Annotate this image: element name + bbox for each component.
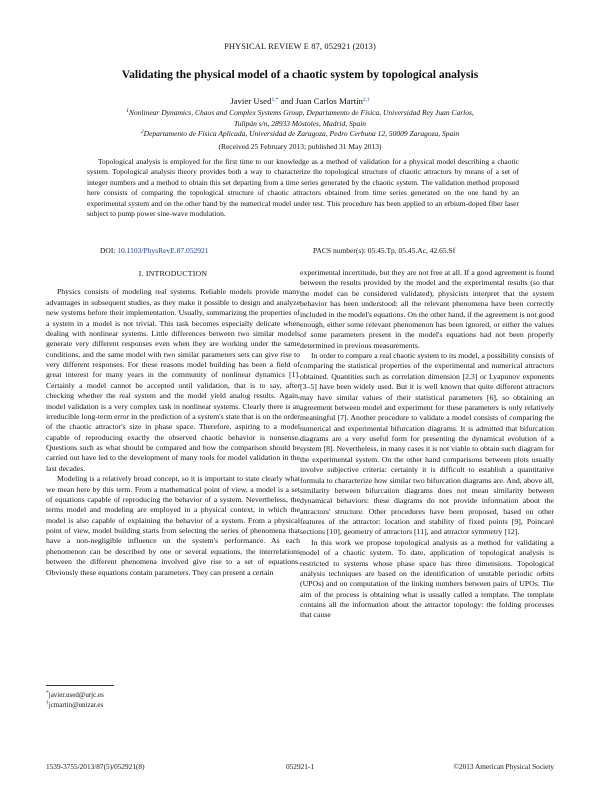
left-column	[46, 269, 300, 578]
affiliation-1-line2: Tulipán s/n, 28933 Móstoles, Madrid, Spain	[233, 118, 367, 128]
journal-header: PHYSICAL REVIEW E 87, 052921 (2013)	[224, 42, 376, 51]
footnote-1-mark: *	[46, 690, 49, 696]
affiliation-2	[40, 129, 560, 140]
author-martin: Juan Carlos Martín	[295, 96, 363, 106]
section-heading-introduction: I. INTRODUCTION	[138, 269, 208, 278]
affiliation-1-mark: 1	[126, 108, 129, 114]
author-used-marks[interactable]: 1,*	[271, 97, 279, 103]
intro-paragraph-2: Modeling is a relatively broad concept, so it is important to state clearly what we mean here by this term. From a mathematical point of view, a model is a set of equations capable of reproducing the behavior of a system. Nevertheless, the terms model and modeling are employed in a physical context, in which the model is also capable of explaining the behavior of a system. From a physical point of view, model building starts from selecting the series of phenomena that have a non-negligible influence on the system's performance. As each phenomenon can be described by one or several equations, the interrelations between the different phenomena involved give rise to a set of equations. Obviously these equations contain parameters. They can present a certain	[46, 474, 300, 577]
author-line	[40, 96, 560, 106]
affiliation-1-line1: Nonlinear Dynamics, Chaos and Complex Systems Group, Departamento de Física, Universidad Rey Juan Carlos,	[128, 108, 474, 117]
author-separator: and	[278, 96, 296, 106]
footnote-2	[46, 701, 103, 709]
intro-paragraph-1: Physics consists of modeling real systems. Reliable models provide many advantages in subsequent studies, as they make it possible to design and analyze new systems before their implementation. Usually, summarizing the properties of a system in a model is not trivial. This task becomes especially delicate when dealing with nonlinear systems. Little differences between two similar models generate very different responses even when they are working under the same conditions, and the same model with two similar parameters sets can give rise to very different responses. For these reasons model building has been a field of great interest for many years in the community of nonlinear dynamics [1]. Certainly a model cannot be accepted until validation, that is to say, after checking whether the real system and the model yield analog results. Again, model validation is a very complex task in nonlinear systems. Clearly there is an irreducible long-term error in the prediction of a system's state that is on the order of the chaotic attractor's size in phase space. Therefore, aspiring to a model capable of reproducing exactly the observed chaotic behavior is nonsense. Questions such as what should be compared and how the comparison should be carried out have led to the development of many tools for model validation in the last decades.	[46, 287, 300, 473]
affiliation-1	[40, 108, 560, 129]
footnote-2-email[interactable]: jcmartin@unizar.es	[48, 701, 104, 709]
doi-label: DOI:	[100, 246, 118, 255]
footnote-divider	[46, 685, 114, 686]
author-martin-marks[interactable]: 2,†	[362, 97, 370, 103]
footer-page-number: 052921-1	[286, 762, 314, 771]
footer-copyright: ©2013 American Physical Society	[453, 762, 554, 771]
affiliation-2-line1: Departamento de Física Aplicada, Universidad de Zaragoza, Pedro Cerbuna 12, 50009 Zaragoza, Spain	[143, 129, 460, 138]
affiliation-2-mark: 2	[140, 129, 144, 135]
intro-paragraph-3: experimental incertitude, but they are not free at all. If a good agreement is found between the results provided by the model and the experimental results (so that the model can be considered validated), physicists interpret that the system behavior has been understood: all the relevant phenomena have been correctly included in the model's equations. On the other hand, if the agreement is not good enough, either some relevant phenomenon has been ignored, or either the values of some parameters present in the model's equations had not been properly determined in previous measurements.	[300, 268, 554, 350]
footnote-2-mark: †	[46, 700, 49, 706]
intro-paragraph-5: In this work we propose topological analysis as a method for validating a model of a chaotic system. To date, application of topological analysis is restricted to systems whose phase space has three dimensions. Topological analysis techniques are based on the identification of unstable periodic orbits (UPOs) and on computation of the linking numbers between pairs of UPOs. The aim of the process is obtaining what is usually called a template. The template contains all the information about the attractor topology: the folding processes that cause	[300, 537, 554, 620]
intro-paragraph-4: In order to compare a real chaotic system to its model, a possibility consists of comparing the statistical properties of the experimental and numerical attractors obtained. Quantities such as correlation dimension [2,3] or Lyapunov exponents [3–5] have been widely used. But it is well known that quite different attractors may have similar values of their statistical parameters [6], so obtaining an agreement between model and experiment for these parameters is only relatively meaningful [7]. Another procedure to validate a model consists of comparing the numerical and experimental bifurcation diagrams. It is admitted that bifurcation diagrams are a very useful form for presenting the dynamical evolution of a system [8]. Nevertheless, in many cases it is not viable to obtain such diagram for the experimental system. On the other hand comparisons between plots usually involve subjective criteria: certainly it is difficult to establish a quantitative formula to characterize how similar two bifurcation diagrams are. And, above all, similarity between bifurcation diagrams does not mean similarity between dynamical behaviors: these diagrams do not provide information about the attractors' structure. Other procedures have been proposed, based on other features of the attractor: location and stability of fixed points [9], Poincaré sections [10], geometry of attractors [11], and attractor symmetry [12].	[300, 351, 554, 537]
right-column	[300, 268, 554, 621]
received-dates: (Received 25 February 2013; published 31 May 2013)	[218, 142, 382, 151]
article-title: Validating the physical model of a chaotic system by topological analysis	[121, 68, 479, 81]
abstract: Topological analysis is employed for the first time to our knowledge as a method of validation for a physical model describing a chaotic system. Topological analysis theory provides both a way to characterize the topological structure of chaotic attractors by means of a set of integer numbers and a method to obtain this set departing from a time series generated by the chaotic system. The validation method proposed here consists of comparing the topological structure of chaotic attractors obtained from time series generated on the one hand by an experimental system and on the other hand by the numerical model under test. This procedure has been applied to an erbium-doped fiber laser subject to pump power sine-wave modulation.	[87, 157, 519, 219]
pacs-numbers: PACS number(s): 05.45.Tp, 05.45.Ac, 42.65.Sf	[313, 246, 456, 255]
footnote-1	[46, 691, 104, 699]
doi-line	[100, 246, 208, 255]
footnote-1-email[interactable]: javier.used@urjc.es	[48, 691, 104, 699]
doi-link[interactable]: 10.1103/PhysRevE.87.052921	[117, 246, 209, 255]
footer-issn: 1539-3755/2013/87(5)/052921(8)	[46, 762, 145, 771]
author-used: Javier Used	[230, 96, 272, 106]
